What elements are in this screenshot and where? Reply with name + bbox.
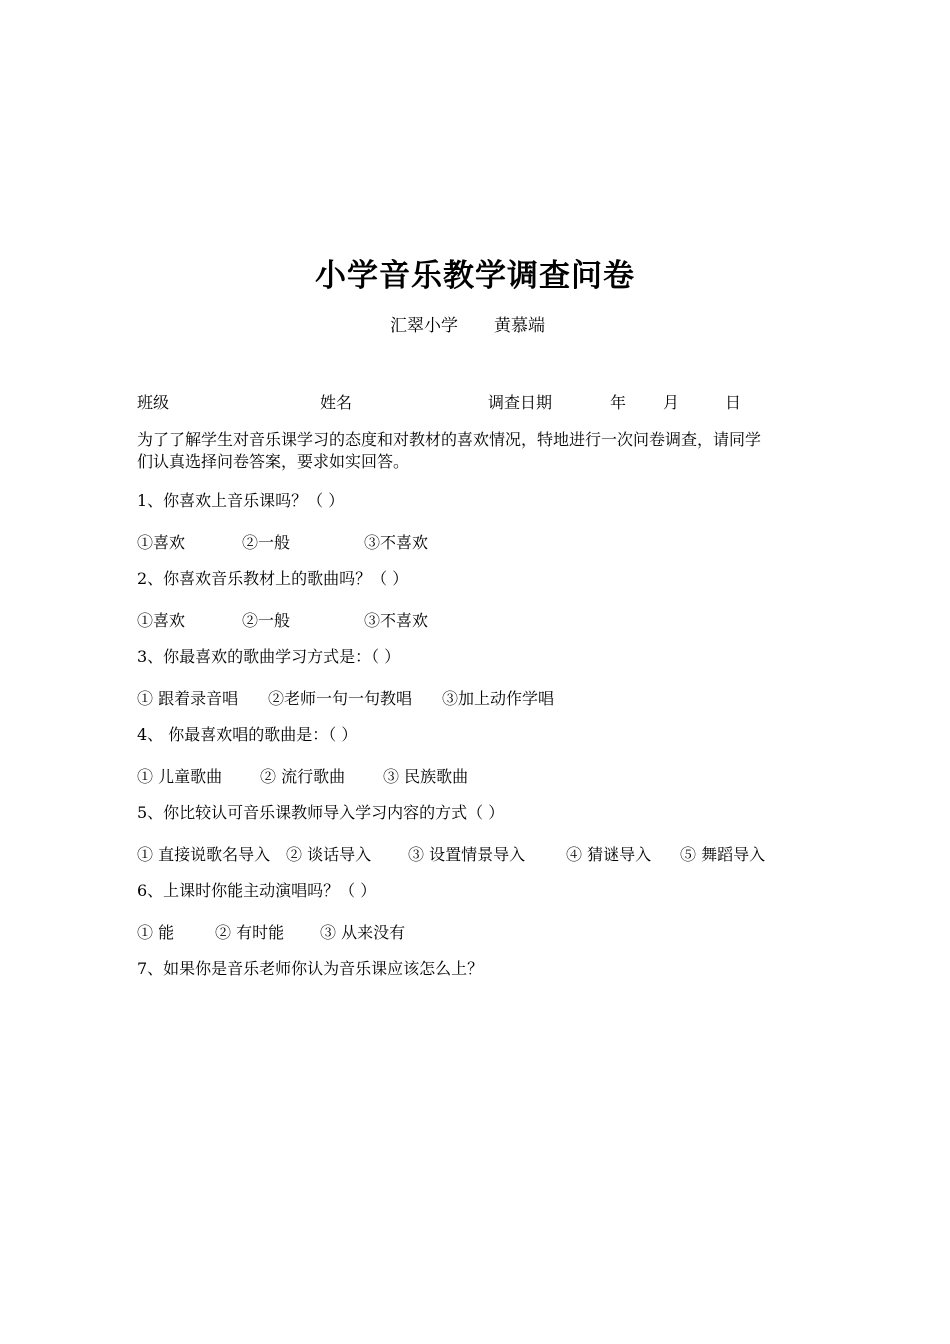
question-3-option-2: ②老师一句一句教唱 <box>268 689 413 708</box>
question-5-option-4: ④ 猜谜导入 <box>566 845 652 864</box>
question-1-option-3: ③不喜欢 <box>364 533 429 552</box>
question-4-option-1: ① 儿童歌曲 <box>137 767 223 786</box>
question-2-option-1: ①喜欢 <box>137 611 186 630</box>
intro-paragraph <box>137 429 817 473</box>
date-label: 调查日期 <box>488 393 553 412</box>
question-3: 3、你最喜欢的歌曲学习方式是：（ ） <box>137 647 401 666</box>
month-label: 月 <box>663 393 680 412</box>
question-6-option-3: ③ 从来没有 <box>320 923 406 942</box>
question-2: 2、你喜欢音乐教材上的歌曲吗？（ ） <box>137 569 409 588</box>
question-3-option-3: ③加上动作学唱 <box>442 689 555 708</box>
question-7: 7、如果你是音乐老师你认为音乐课应该怎么上？ <box>137 959 484 978</box>
author-line <box>390 311 545 336</box>
question-6-option-2: ② 有时能 <box>215 923 285 942</box>
intro-line: 们认真选择问卷答案，要求如实回答。 <box>137 452 410 471</box>
question-1-option-2: ②一般 <box>242 533 291 552</box>
document-title: 小学音乐教学调查问卷 <box>315 258 635 294</box>
day-label: 日 <box>725 393 742 412</box>
question-5-option-5: ⑤ 舞蹈导入 <box>680 845 766 864</box>
question-1-option-1: ①喜欢 <box>137 533 186 552</box>
question-5-option-1: ① 直接说歌名导入 <box>137 845 271 864</box>
class-label: 班级 <box>137 393 170 412</box>
question-3-option-1: ① 跟着录音唱 <box>137 689 239 708</box>
author-name: 黄慕端 <box>494 316 545 336</box>
question-4: 4、 你最喜欢唱的歌曲是：（ ） <box>137 725 358 744</box>
question-4-option-3: ③ 民族歌曲 <box>383 767 469 786</box>
question-6-option-1: ① 能 <box>137 923 175 942</box>
question-1: 1、你喜欢上音乐课吗？（ ） <box>137 491 345 510</box>
question-5: 5、你比较认可音乐课教师导入学习内容的方式（ ） <box>137 803 505 822</box>
question-2-option-2: ②一般 <box>242 611 291 630</box>
school-name: 汇翠小学 <box>390 316 458 336</box>
name-label: 姓名 <box>320 393 353 412</box>
question-5-option-3: ③ 设置情景导入 <box>408 845 526 864</box>
intro-line: 为了了解学生对音乐课学习的态度和对教材的喜欢情况，特地进行一次问卷调查，请同学 <box>137 430 762 449</box>
question-5-option-2: ② 谈话导入 <box>286 845 372 864</box>
year-label: 年 <box>610 393 627 412</box>
question-4-option-2: ② 流行歌曲 <box>260 767 346 786</box>
question-2-option-3: ③不喜欢 <box>364 611 429 630</box>
question-6: 6、上课时你能主动演唱吗？（ ） <box>137 881 377 900</box>
